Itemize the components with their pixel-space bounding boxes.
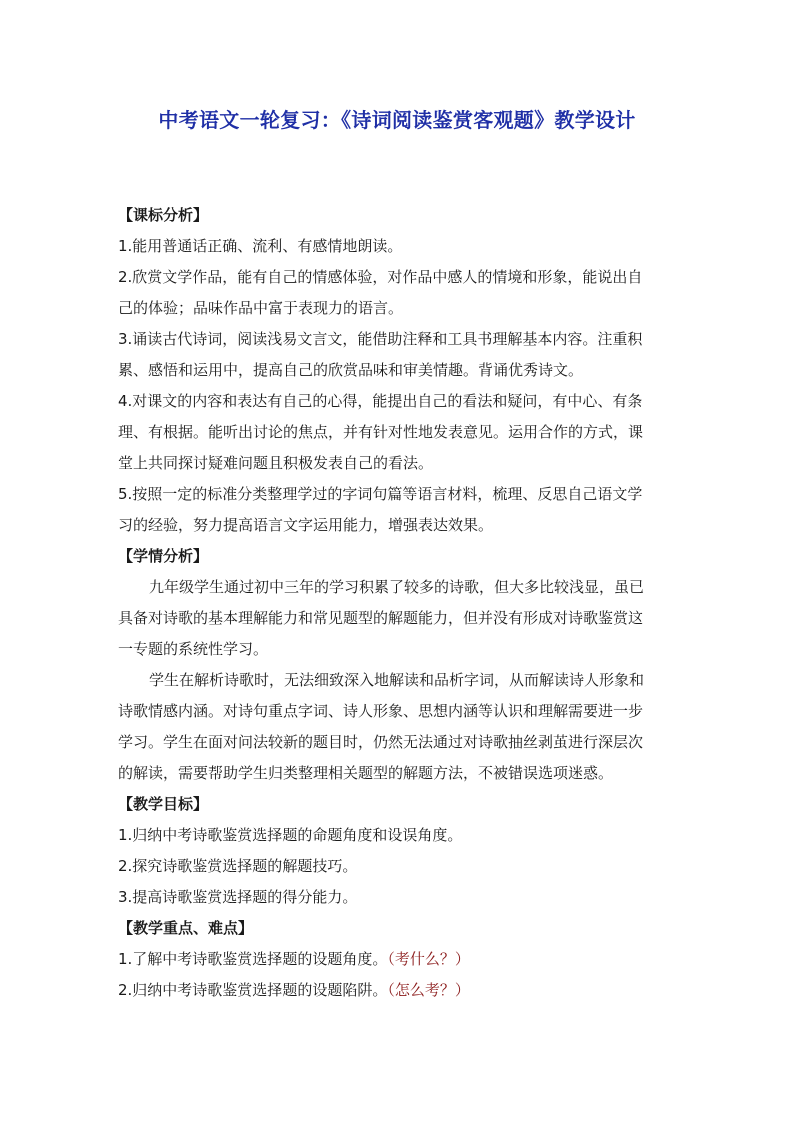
- paragraph-line: 理、有根据。能听出讨论的焦点，并有针对性地发表意见。运用合作的方式，课: [118, 423, 644, 441]
- paragraph-line: 习的经验，努力提高语言文字运用能力，增强表达效果。: [118, 516, 494, 534]
- key-point-text: 2.归纳中考诗歌鉴赏选择题的设题陷阱。: [118, 981, 388, 999]
- key-point-item: [118, 944, 683, 975]
- section-heading-teaching-goals: 【教学目标】: [118, 795, 209, 813]
- paragraph-line: 3.诵读古代诗词，阅读浅易文言文，能借助注释和工具书理解基本内容。注重积: [118, 330, 643, 348]
- paragraph-line: 2.探究诗歌鉴赏选择题的解题技巧。: [118, 857, 358, 875]
- paragraph-line: 1.归纳中考诗歌鉴赏选择题的命题角度和设误角度。: [118, 826, 463, 844]
- paragraph-line: 累、感悟和运用中，提高自己的欣赏品味和审美情趣。背诵优秀诗文。: [118, 361, 584, 379]
- paragraph-line: 堂上共同探讨疑难问题且积极发表自己的看法。: [118, 454, 434, 472]
- paragraph-line: 5.按照一定的标准分类整理学过的字词句篇等语言材料，梳理、反思自己语文学: [118, 485, 643, 503]
- document-body: [118, 200, 683, 1006]
- paragraph-line: 九年级学生通过初中三年的学习积累了较多的诗歌，但大多比较浅显，虽已: [149, 578, 645, 596]
- paragraph-line: 2.欣赏文学作品，能有自己的情感体验，对作品中感人的情境和形象，能说出自: [118, 268, 643, 286]
- paragraph-line: 一专题的系统性学习。: [118, 640, 269, 658]
- key-point-text: 1.了解中考诗歌鉴赏选择题的设题角度。: [118, 950, 388, 968]
- key-point-item: [118, 975, 683, 1006]
- section-heading-curriculum: 【课标分析】: [118, 206, 209, 224]
- paragraph-line: 具备对诗歌的基本理解能力和常见题型的解题能力，但并没有形成对诗歌鉴赏这: [118, 609, 644, 627]
- paragraph-line: 己的体验；品味作品中富于表现力的语言。: [118, 299, 404, 317]
- paragraph-line: 学习。学生在面对问法较新的题目时，仍然无法通过对诗歌抽丝剥茧进行深层次: [118, 733, 644, 751]
- paragraph-line: 的解读，需要帮助学生归类整理相关题型的解题方法，不被错误选项迷惑。: [118, 764, 614, 782]
- paragraph-line: 学生在解析诗歌时，无法细致深入地解读和品析字词，从而解读诗人形象和: [149, 671, 645, 689]
- section-heading-student-analysis: 【学情分析】: [118, 547, 209, 565]
- paragraph-line: 1.能用普通话正确、流利、有感情地朗读。: [118, 237, 403, 255]
- key-point-note: （怎么考？）: [387, 981, 470, 999]
- section-heading-key-points: 【教学重点、难点】: [118, 919, 254, 937]
- document-title: 中考语文一轮复习：《诗词阅读鉴赏客观题》教学设计: [158, 108, 636, 132]
- paragraph-line: 3.提高诗歌鉴赏选择题的得分能力。: [118, 888, 358, 906]
- paragraph-line: 诗歌情感内涵。对诗句重点字词、诗人形象、思想内涵等认识和理解需要进一步: [118, 702, 644, 720]
- key-point-note: （考什么？）: [387, 950, 470, 968]
- paragraph-line: 4.对课文的内容和表达有自己的心得，能提出自己的看法和疑问，有中心、有条: [118, 392, 643, 410]
